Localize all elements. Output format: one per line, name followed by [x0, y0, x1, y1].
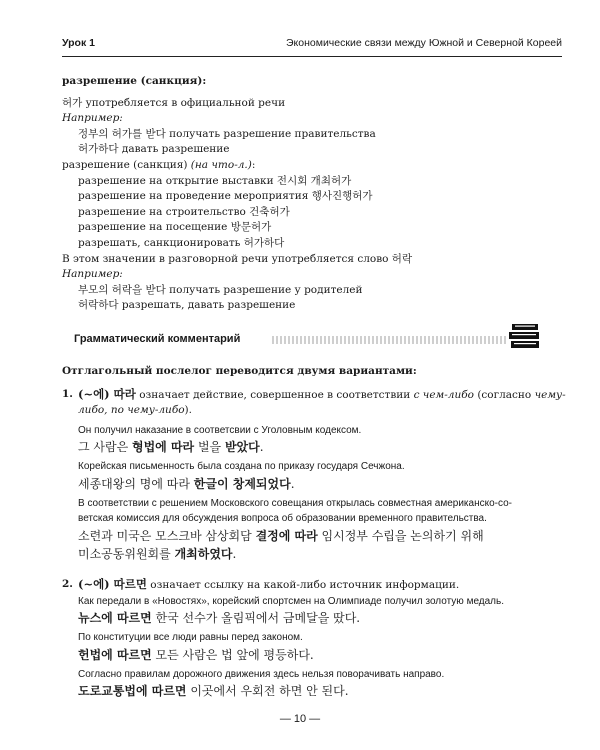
text-span: 그 사람은	[78, 440, 132, 455]
example-ko	[78, 475, 562, 493]
text-span: 형법에 따라	[132, 440, 195, 455]
text-span: означает ссылку на какой-либо источник информации.	[146, 579, 460, 592]
text-span: 결정에 따라	[255, 529, 318, 544]
example-ru: Он получил наказание в соответсвии с Уголовным кодексом.	[78, 424, 362, 436]
text-line: разрешение на проведение мероприятия 행사진행허가	[78, 190, 373, 203]
text-span: 세종대왕의 명에 따라	[78, 476, 194, 491]
running-header	[62, 37, 562, 55]
text-line: 허가하다 давать разрешение	[78, 143, 230, 156]
banner-dotted-bar	[272, 336, 507, 344]
text-line: разрешение на посещение 방문허가	[78, 221, 272, 234]
header-divider	[62, 56, 562, 57]
item-number: 1.	[62, 387, 73, 400]
text-span: 이곳에서 우회전 하면 안 된다.	[186, 684, 349, 699]
text-span: 개최하였다	[174, 547, 233, 562]
spacer	[62, 380, 562, 387]
text-span: чему-	[534, 388, 566, 401]
example-label: Например:	[62, 268, 123, 281]
text-line: 허가 употребляется в официальной речи	[62, 96, 286, 109]
text-span: разрешение (санкция)	[62, 158, 191, 171]
text-span: означает действие, совершенное в соответствии	[135, 388, 414, 401]
example-ru: Как передали в «Новостях», корейский спортсмен на Олимпиаде получил золотую медаль.	[78, 595, 505, 607]
example-ru: ветская комиссия для обсуждения вопроса об образовании временного правительства.	[78, 513, 487, 525]
text-line: В этом значении в разговорной речи употребляется слово 허락	[62, 252, 413, 265]
grammar-form: (~에) 따르면	[78, 577, 147, 592]
example-ko	[78, 646, 562, 664]
text-span: 한국 선수가 올림픽에서 금메달을 땄다.	[151, 611, 361, 626]
grammar-banner	[62, 322, 562, 354]
page-number: — 10 —	[279, 713, 321, 725]
text-span: 받았다	[224, 440, 260, 455]
section-heading: разрешение (санкция):	[62, 75, 207, 87]
text-span: 뉴스에 따르면	[78, 611, 152, 626]
grammar-form: (~에) 따라	[78, 386, 136, 401]
text-line: 부모의 허락을 받다 получать разрешение у родителей	[78, 283, 363, 296]
chapter-title: Экономические связи между Южной и Северной Кореей	[285, 37, 562, 49]
text-span: 미소공동위원회를	[78, 547, 175, 562]
item-definition	[78, 577, 562, 594]
grammar-intro: Отглагольный послелог переводится двумя вариантами:	[62, 364, 417, 377]
text-span: 모든 사람은 법 앞에 평등하다.	[151, 647, 314, 662]
text-span: 한글이 창제되었다	[193, 476, 291, 491]
text-span: 임시정부 수립을 논의하기 위해	[317, 529, 484, 544]
example-ko	[78, 527, 562, 545]
text-span: (согласно	[473, 388, 535, 401]
books-icon	[506, 322, 544, 350]
text-span: 헌법에 따르면	[78, 647, 152, 662]
example-ko	[78, 438, 562, 456]
text-line: разрешать, санкционировать 허가하다	[78, 236, 285, 249]
text-line: 허락하다 разрешать, давать разрешение	[78, 299, 296, 312]
example-ru: По конституции все люди равны перед законом.	[78, 632, 303, 644]
example-ru: Согласно правилам дорожного движения здесь нельзя поворачивать направо.	[78, 668, 445, 680]
text-span: 벌을	[194, 440, 225, 455]
text-span: 소련과 미국은 모스크바 삼상회담	[78, 529, 256, 544]
text-line: 정부의 허가를 받다 получать разрешение правительства	[78, 127, 376, 140]
item-definition	[78, 386, 566, 404]
text-span: с чем-либо	[413, 388, 474, 401]
spacer	[62, 563, 562, 577]
text-span: либо, по чему-либо	[78, 404, 185, 417]
example-label: Например:	[62, 112, 123, 125]
text-span: .	[290, 476, 295, 491]
text-span: :	[251, 158, 256, 171]
text-line: разрешение на открытие выставки 전시회 개최허가	[78, 174, 352, 187]
text-span: .	[232, 547, 237, 562]
example-ru: Корейская письменность была создана по приказу государя Сечжона.	[78, 461, 405, 473]
page-body	[62, 74, 566, 700]
example-ko	[78, 609, 562, 627]
text-line: разрешение на строительство 건축허가	[78, 205, 290, 218]
lesson-label: Урок 1	[62, 37, 95, 49]
text-span: ).	[184, 404, 192, 417]
example-ko	[78, 682, 562, 700]
text-span: (на что-л.)	[190, 158, 252, 171]
item-definition-cont	[78, 403, 562, 419]
grammar-item-1	[62, 386, 566, 564]
grammar-item-2	[62, 577, 562, 700]
text-span: .	[259, 440, 264, 455]
text-line	[62, 158, 562, 174]
example-ko	[78, 545, 562, 563]
grammar-title: Грамматический комментарий	[74, 332, 246, 348]
text-span: 도로교통법에 따르면	[78, 684, 187, 699]
item-number: 2.	[62, 578, 73, 591]
example-ru: В соответствии с решением Московского совещания открылась совместная американско-со-	[78, 497, 512, 509]
